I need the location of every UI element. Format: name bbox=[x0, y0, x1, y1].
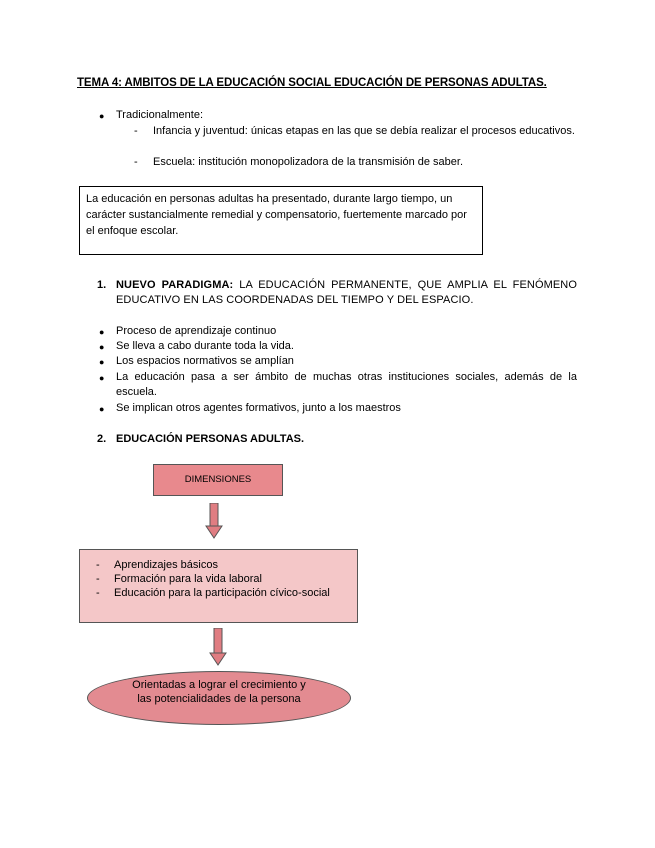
intro-sub-item: Infancia y juventud: únicas etapas en las que se debía realizar el procesos educativos. bbox=[153, 125, 575, 137]
section1-heading bbox=[116, 278, 577, 308]
dimension-item: - Educación para la participación cívico-social bbox=[96, 587, 330, 599]
down-arrow-icon bbox=[209, 628, 227, 666]
intro-bullet: Tradicionalmente: bbox=[116, 109, 204, 121]
down-arrow-icon bbox=[205, 503, 223, 539]
dash-icon: - bbox=[96, 573, 100, 585]
section-number: 1. bbox=[97, 279, 107, 291]
section1-heading-rest: LA EDUCACIÓN PERMANENTE, QUE AMPLIA EL FENÓMENO EDUCATIVO EN LAS COORDENADAS DEL TIEMPO Y DEL ESPACIO. bbox=[116, 279, 578, 306]
dash-icon: - bbox=[134, 156, 138, 168]
goal-oval bbox=[87, 671, 351, 725]
section2-heading: EDUCACIÓN PERSONAS ADULTAS. bbox=[116, 433, 305, 445]
goal-oval-text: Orientadas a lograr el crecimiento y las potencialidades de la persona bbox=[132, 679, 306, 705]
list-item: Proceso de aprendizaje continuo bbox=[116, 325, 277, 337]
list-item: La educación pasa a ser ámbito de muchas otras instituciones sociales, además de la escuela. bbox=[116, 371, 577, 398]
bullet-icon: ● bbox=[99, 357, 105, 367]
highlight-box-text: La educación en personas adultas ha presentado, durante largo tiempo, un carácter sustancialmente remedial y compensatorio, fuertemente marcado por el enfoque escolar. bbox=[86, 193, 467, 237]
dash-icon: - bbox=[96, 559, 100, 571]
section1-heading-bold: NUEVO PARADIGMA: bbox=[116, 279, 234, 291]
dimension-item: - Aprendizajes básicos bbox=[96, 559, 218, 571]
list-item: Se implican otros agentes formativos, junto a los maestros bbox=[116, 402, 401, 414]
bullet-icon: ● bbox=[99, 111, 105, 121]
dash-icon: - bbox=[134, 125, 138, 137]
bullet-icon: ● bbox=[99, 404, 105, 414]
list-item: Los espacios normativos se amplían bbox=[116, 355, 294, 367]
bullet-icon: ● bbox=[99, 373, 105, 383]
dimensions-list-box bbox=[79, 549, 358, 623]
highlight-box bbox=[79, 186, 483, 255]
dimension-item: - Formación para la vida laboral bbox=[96, 573, 262, 585]
dimensions-box: DIMENSIONES bbox=[153, 464, 283, 496]
dash-icon: - bbox=[96, 587, 100, 599]
bullet-icon: ● bbox=[99, 342, 105, 352]
section-number: 2. bbox=[97, 433, 107, 445]
page-title: TEMA 4: AMBITOS DE LA EDUCACIÓN SOCIAL EDUCACIÓN DE PERSONAS ADULTAS. bbox=[77, 77, 547, 89]
intro-sub-item: Escuela: institución monopolizadora de la transmisión de saber. bbox=[153, 156, 464, 168]
list-item: Se lleva a cabo durante toda la vida. bbox=[116, 340, 294, 352]
bullet-icon: ● bbox=[99, 327, 105, 337]
